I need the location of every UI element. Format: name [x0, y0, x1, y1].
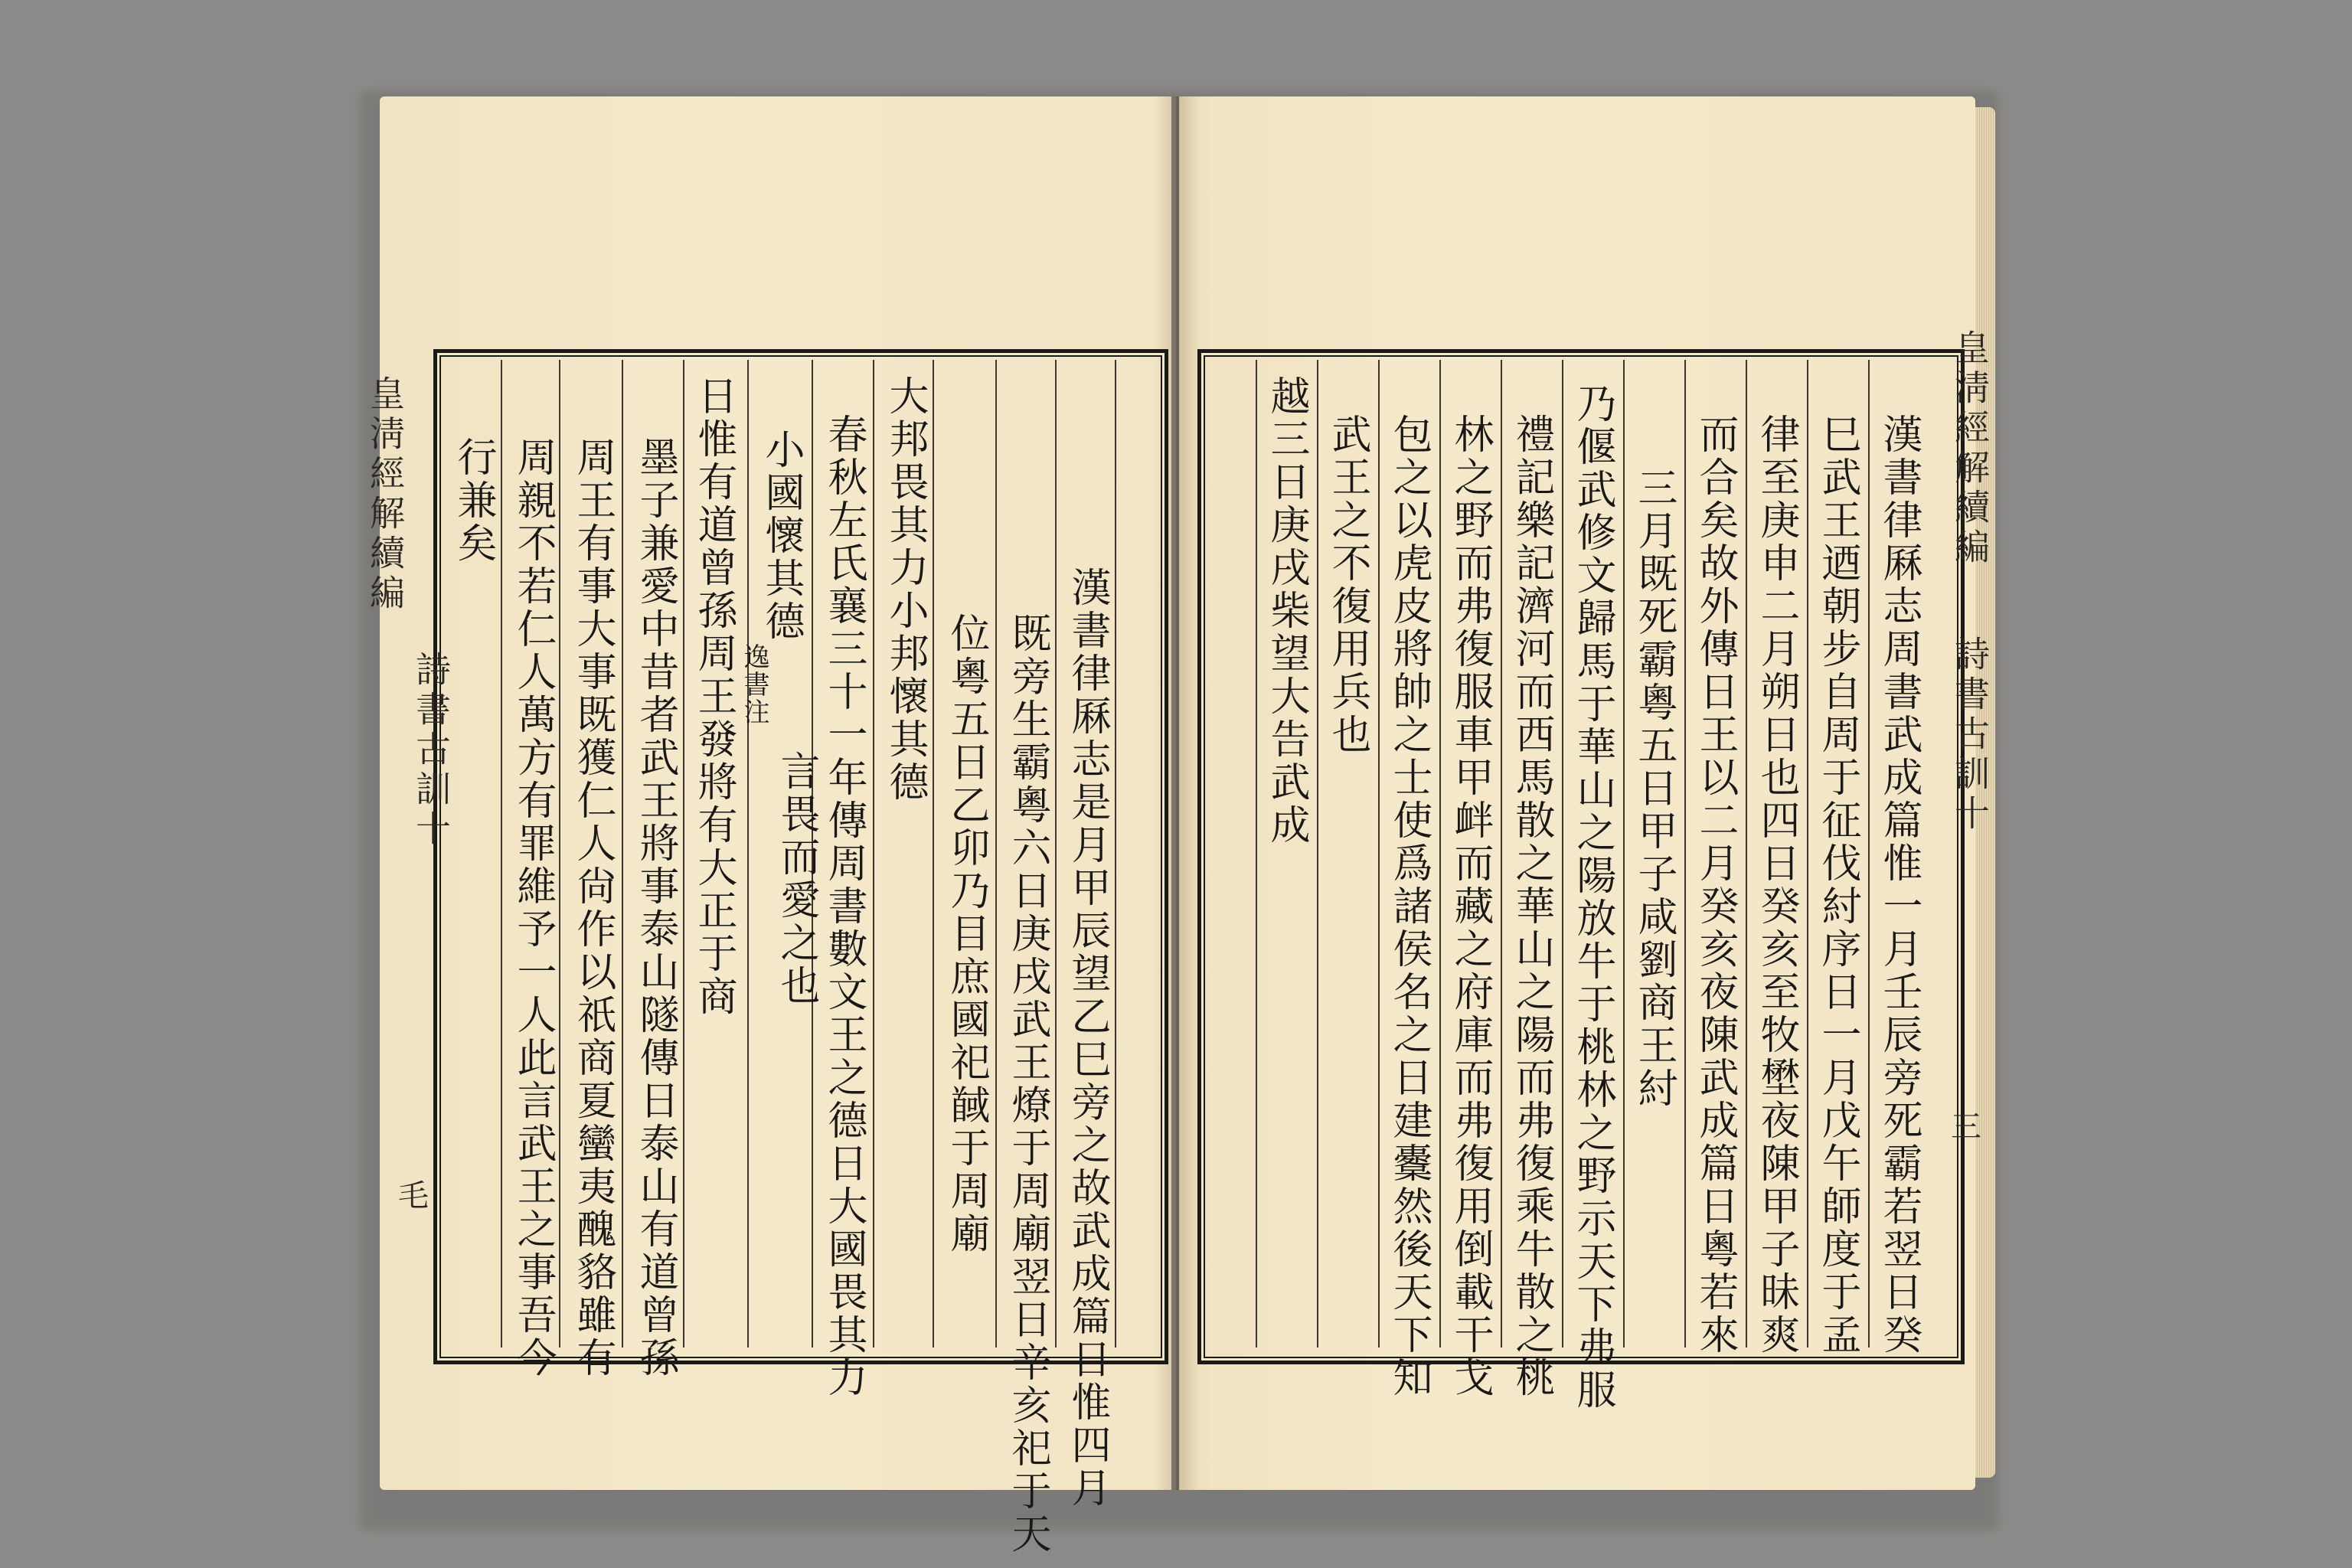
left-col-10: 周親不若仁人萬方有罪維予一人此言武王之事吾今 — [510, 436, 556, 1380]
right-col-7: 禮記樂記濟河而西馬散之華山之陽而弗復乘牛散之桃 — [1508, 413, 1554, 1400]
left-side-title: 皇淸經解續編 — [364, 375, 406, 614]
right-page-mark: 三 — [1951, 1109, 1981, 1145]
right-side-title: 皇淸經解續編 — [1949, 329, 1991, 568]
left-col-6: 小國懷其德 — [758, 429, 804, 643]
right-col-6: 乃偃武修文歸馬于華山之陽放牛于桃林之野示天下弗服 — [1570, 383, 1615, 1412]
left-note-small: 逸書注 — [739, 643, 769, 726]
right-col-11: 越三日庚戌柴望大告武成 — [1263, 375, 1309, 847]
left-col-4: 大邦畏其力小邦懷其德 — [882, 375, 928, 804]
left-col-11: 行兼矣 — [450, 436, 496, 565]
left-col-3: 位粵五日乙卯乃目庶國祀馘于周廟 — [943, 612, 989, 1256]
right-side-subtitle: 詩書古訓十 — [1949, 635, 1991, 835]
left-note-small-2: 言畏而愛之也 — [773, 750, 819, 1008]
right-col-10: 武王之不復用兵也 — [1325, 413, 1370, 756]
right-col-8: 林之野而弗復服車甲衅而藏之府庫而弗復用倒載干戈 — [1447, 413, 1493, 1400]
left-col-9: 周王有事大事既獲仁人尙作以祇商夏蠻夷醜貉雖有 — [570, 436, 616, 1380]
right-col-2: 巳武王迺朝步自周于征伐紂序日一月戊午師度于孟 — [1815, 413, 1860, 1357]
left-side-subtitle: 詩書古訓十 — [410, 651, 452, 850]
right-col-1: 漢書律厤志周書武成篇惟一月壬辰旁死霸若翌日癸 — [1876, 413, 1922, 1357]
right-col-4: 而合矣故外傳日王以二月癸亥夜陳武成篇日粵若來 — [1692, 413, 1738, 1357]
left-col-2: 既旁生霸粵六日庚戌武王燎于周廟翌日辛亥祀于天 — [1004, 612, 1050, 1556]
right-col-9: 包之以虎皮將帥之士使爲諸侯名之日建櫜然後天下知 — [1386, 413, 1432, 1400]
right-col-5: 三月既死霸粵五日甲子咸劉商王紂 — [1631, 467, 1677, 1110]
left-col-8: 墨子兼愛中昔者武王將事泰山隧傳日泰山有道曾孫 — [632, 436, 678, 1380]
right-col-3: 律至庚申二月朔日也四日癸亥至牧壄夜陳甲子昧爽 — [1753, 413, 1799, 1357]
left-col-5: 春秋左氏襄三十一年傳周書數文王之德日大國畏其力 — [821, 413, 867, 1400]
left-col-7: 日惟有道曾孫周王發將有大正于商 — [691, 375, 737, 1018]
left-col-1: 漢書律厤志是月甲辰望乙巳旁之故武成篇日惟四月 — [1064, 567, 1110, 1510]
left-page-mark: 毛 — [398, 1178, 429, 1214]
